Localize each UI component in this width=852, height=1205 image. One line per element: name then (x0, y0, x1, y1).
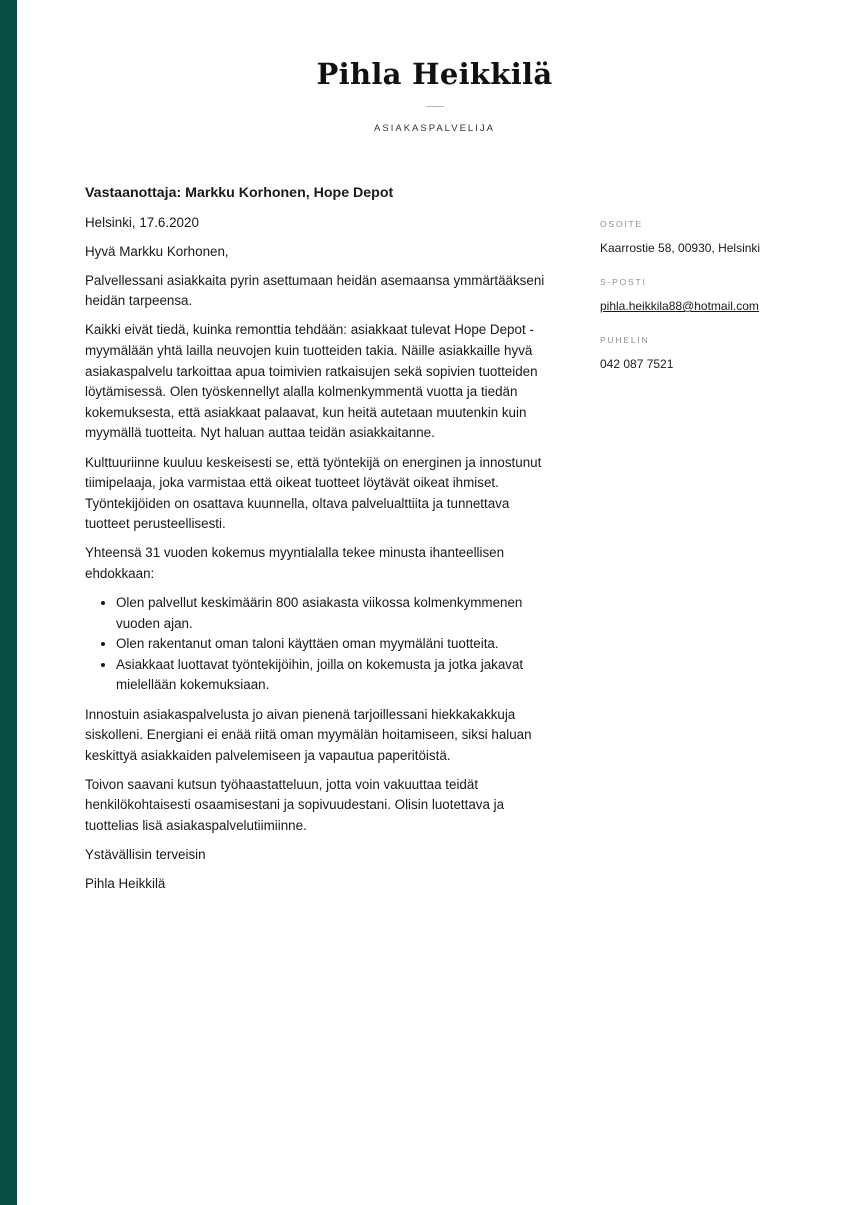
body-paragraph: Innostuin asiakaspalvelusta jo aivan pienenä tarjoillessani hiekkakakkuja siskolleni. Energiani ei enää riitä oman myymälän hoitamiseen, siksi haluan keskittyä asiakkaiden palvelemiseen ja vapautua paperitöistä. (85, 706, 532, 763)
achievement-item: • Olen rakentanut oman taloni käyttäen oman myymäläni tuotteita. (116, 634, 547, 655)
applicant-name: Pihla Heikkilä (316, 57, 553, 91)
address-value: Kaarrostie 58, 00930, Helsinki (600, 241, 761, 255)
body-paragraph: Toivon saavani kutsun työhaastatteluun, jotta voin vakuuttaa teidät henkilökohtaisesti osaamisestani ja sopivuudestani. Olisin luotettava ja tuottelias lisä asiakaspalvelutiimiinne. (85, 776, 505, 834)
contact-sidebar (600, 219, 830, 393)
letter-body (85, 183, 547, 903)
accent-side-bar (0, 0, 17, 1205)
sign-off: Ystävällisin terveisin (85, 847, 206, 863)
body-paragraph: Kulttuuriinne kuuluu keskeisesti se, että työntekijä on energinen ja innostunut tiimipelaaja, joka varmistaa että oikeat tuotteet löytävät oikeat ihmiset. Työntekijöiden on osattava kuunnella, oltava palvelualttiita ja tunnettava tuotteet perusteellisesti. (85, 454, 542, 532)
body-paragraph: Yhteensä 31 vuoden kokemus myyntialalla tekee minusta ihanteellisen ehdokkaan: (85, 545, 505, 581)
phone-value: 042 087 7521 (600, 357, 674, 371)
phone-label: PUHELIN (600, 335, 650, 345)
achievement-item: • Olen palvellut keskimäärin 800 asiakasta viikossa kolmenkymmenen vuoden ajan. (116, 593, 547, 634)
job-title: ASIAKASPALVELIJA (374, 123, 495, 134)
email-link[interactable]: pihla.heikkila88@hotmail.com (600, 299, 759, 313)
achievement-list (85, 593, 547, 696)
address-label: OSOITE (600, 219, 643, 229)
letter-header (17, 57, 852, 134)
body-paragraph: Kaikki eivät tiedä, kuinka remonttia tehdään: asiakkaat tulevat Hope Depot -myymälään yhtä lailla neuvojen kuin tuotteiden takia. Näille asiakkaille hyvä asiakaspalvelu tarkoittaa apua toimivien ratkaisujen sekä sopivien tuotteiden löytämisessä. Olen työskennellyt alalla kolmenkymmentä vuotta ja tiedän kokemuksesta, että asiakkaat palaavat, kun heitä autetaan muutenkin kuin myymällä tuotteita. Nyt haluan auttaa teidän asiakkaitanne. (85, 322, 538, 441)
header-divider (426, 106, 444, 107)
achievement-item: • Asiakkaat luottavat työntekijöihin, joilla on kokemusta ja jotka jakavat mielellään kokemuksiaan. (116, 655, 547, 696)
body-paragraph: Palvellessani asiakkaita pyrin asettumaan heidän asemaansa ymmärtääkseni heidän tarpeensa. (85, 272, 545, 309)
recipient-line: Vastaanottaja: Markku Korhonen, Hope Depot (85, 185, 394, 201)
greeting: Hyvä Markku Korhonen, (85, 243, 229, 259)
place-date: Helsinki, 17.6.2020 (85, 214, 199, 230)
signature-name: Pihla Heikkilä (85, 876, 166, 892)
email-label: S-POSTI (600, 277, 647, 287)
